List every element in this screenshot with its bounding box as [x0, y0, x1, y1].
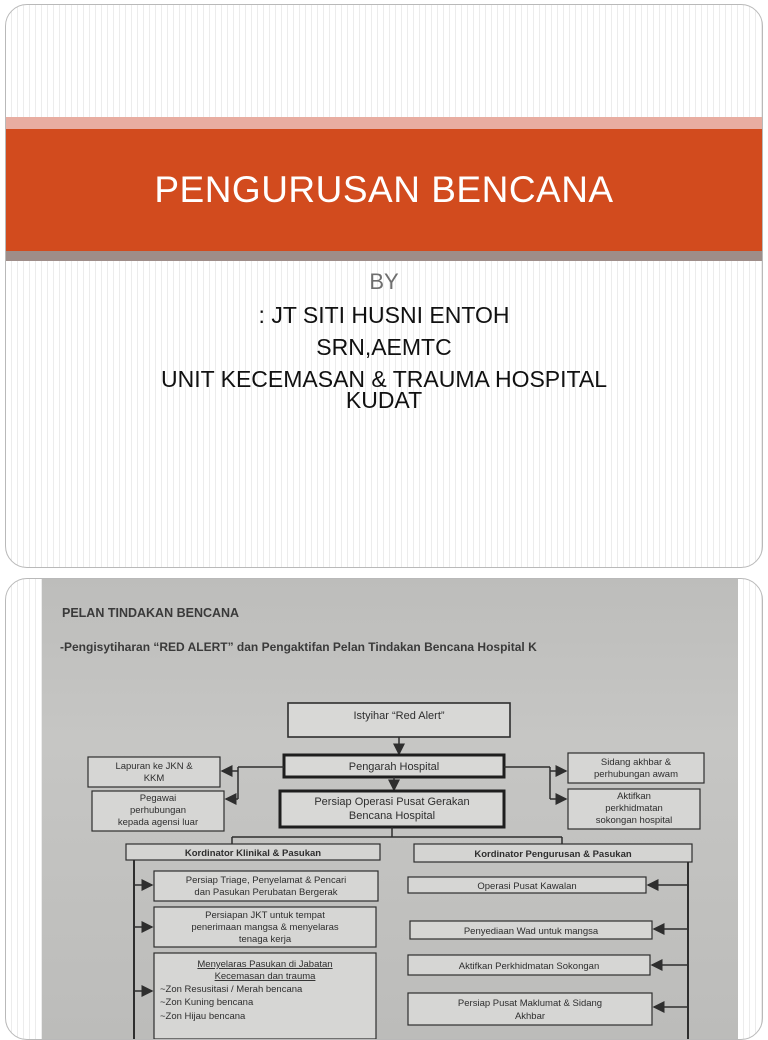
press-conference-line-2: perhubungan awam [594, 769, 678, 780]
emergency-zones-line-1: Menyelaras Pasukan di Jabatan [197, 959, 333, 970]
emergency-zones-line-2: Kecemasan dan trauma [214, 971, 316, 982]
operations-center-line-2: Bencana Hospital [348, 810, 436, 822]
title-band-top-accent [6, 117, 762, 129]
title-slide[interactable] [5, 4, 763, 568]
jkt-preparation-line-2: penerimaan mangsa & menyelaras [191, 922, 339, 933]
doc-heading: PELAN TINDAKAN BENCANA [62, 606, 240, 620]
flowchart-diagram [42, 579, 738, 1039]
by-label: BY [369, 269, 399, 294]
support-services-line-3: sokongan hospital [595, 815, 673, 826]
unit-line-2: KUDAT [345, 387, 423, 413]
director-label: Pengarah Hospital [348, 761, 440, 773]
triage-line-2: dan Pasukan Perubatan Bergerak [194, 887, 338, 898]
press-conference-line-1: Sidang akhbar & [600, 757, 672, 768]
slide-title: PENGURUSAN BENCANA [154, 169, 614, 210]
red-alert-label: Istyihar “Red Alert” [353, 710, 445, 722]
support-services-line-1: Aktifkan [617, 791, 651, 802]
liaison-officer-line-2: perhubungan [130, 805, 186, 816]
control-center-label: Operasi Pusat Kawalan [477, 881, 577, 892]
ward-preparation-label: Penyediaan Wad untuk mangsa [463, 926, 599, 937]
support-services-line-2: perkhidmatan [605, 803, 663, 814]
author-credentials: SRN,AEMTC [316, 334, 452, 360]
emergency-zones-line-4: ~Zon Kuning bencana [160, 997, 254, 1008]
author-name: : JT SITI HUSNI ENTOH [258, 302, 510, 328]
jkt-preparation-line-1: Persiapan JKT untuk tempat [205, 910, 325, 921]
liaison-officer-line-1: Pegawai [139, 793, 177, 804]
flowchart-photo [42, 579, 738, 1039]
information-center-line-1: Persiap Pusat Maklumat & Sidang [457, 998, 603, 1009]
emergency-zones-line-3: ~Zon Resusitasi / Merah bencana [160, 984, 303, 995]
operations-center-line-1: Persiap Operasi Pusat Gerakan [314, 796, 470, 808]
management-coordinator-label: Kordinator Pengurusan & Pasukan [474, 849, 632, 860]
emergency-zones-line-5: ~Zon Hijau bencana [160, 1011, 246, 1022]
report-jkn-line-2: KKM [143, 773, 165, 784]
jkt-preparation-line-3: tenaga kerja [238, 934, 292, 945]
flowchart-slide[interactable] [5, 578, 763, 1040]
information-center-line-2: Akhbar [514, 1011, 546, 1022]
unit-line-1: UNIT KECEMASAN & TRAUMA HOSPITAL [160, 366, 608, 392]
title-band-bottom-accent [6, 251, 762, 261]
liaison-officer-line-3: kepada agensi luar [117, 817, 199, 828]
report-jkn-line-1: Lapuran ke JKN & [115, 761, 193, 772]
triage-line-1: Persiap Triage, Penyelamat & Pencari [185, 875, 347, 886]
clinical-coordinator-label: Kordinator Klinikal & Pasukan [184, 848, 322, 859]
doc-subheading: -Pengisytiharan “RED ALERT” dan Pengaktifan Pelan Tindakan Bencana Hospital K [60, 640, 537, 654]
activate-support-label: Aktifkan Perkhidmatan Sokongan [458, 961, 600, 972]
